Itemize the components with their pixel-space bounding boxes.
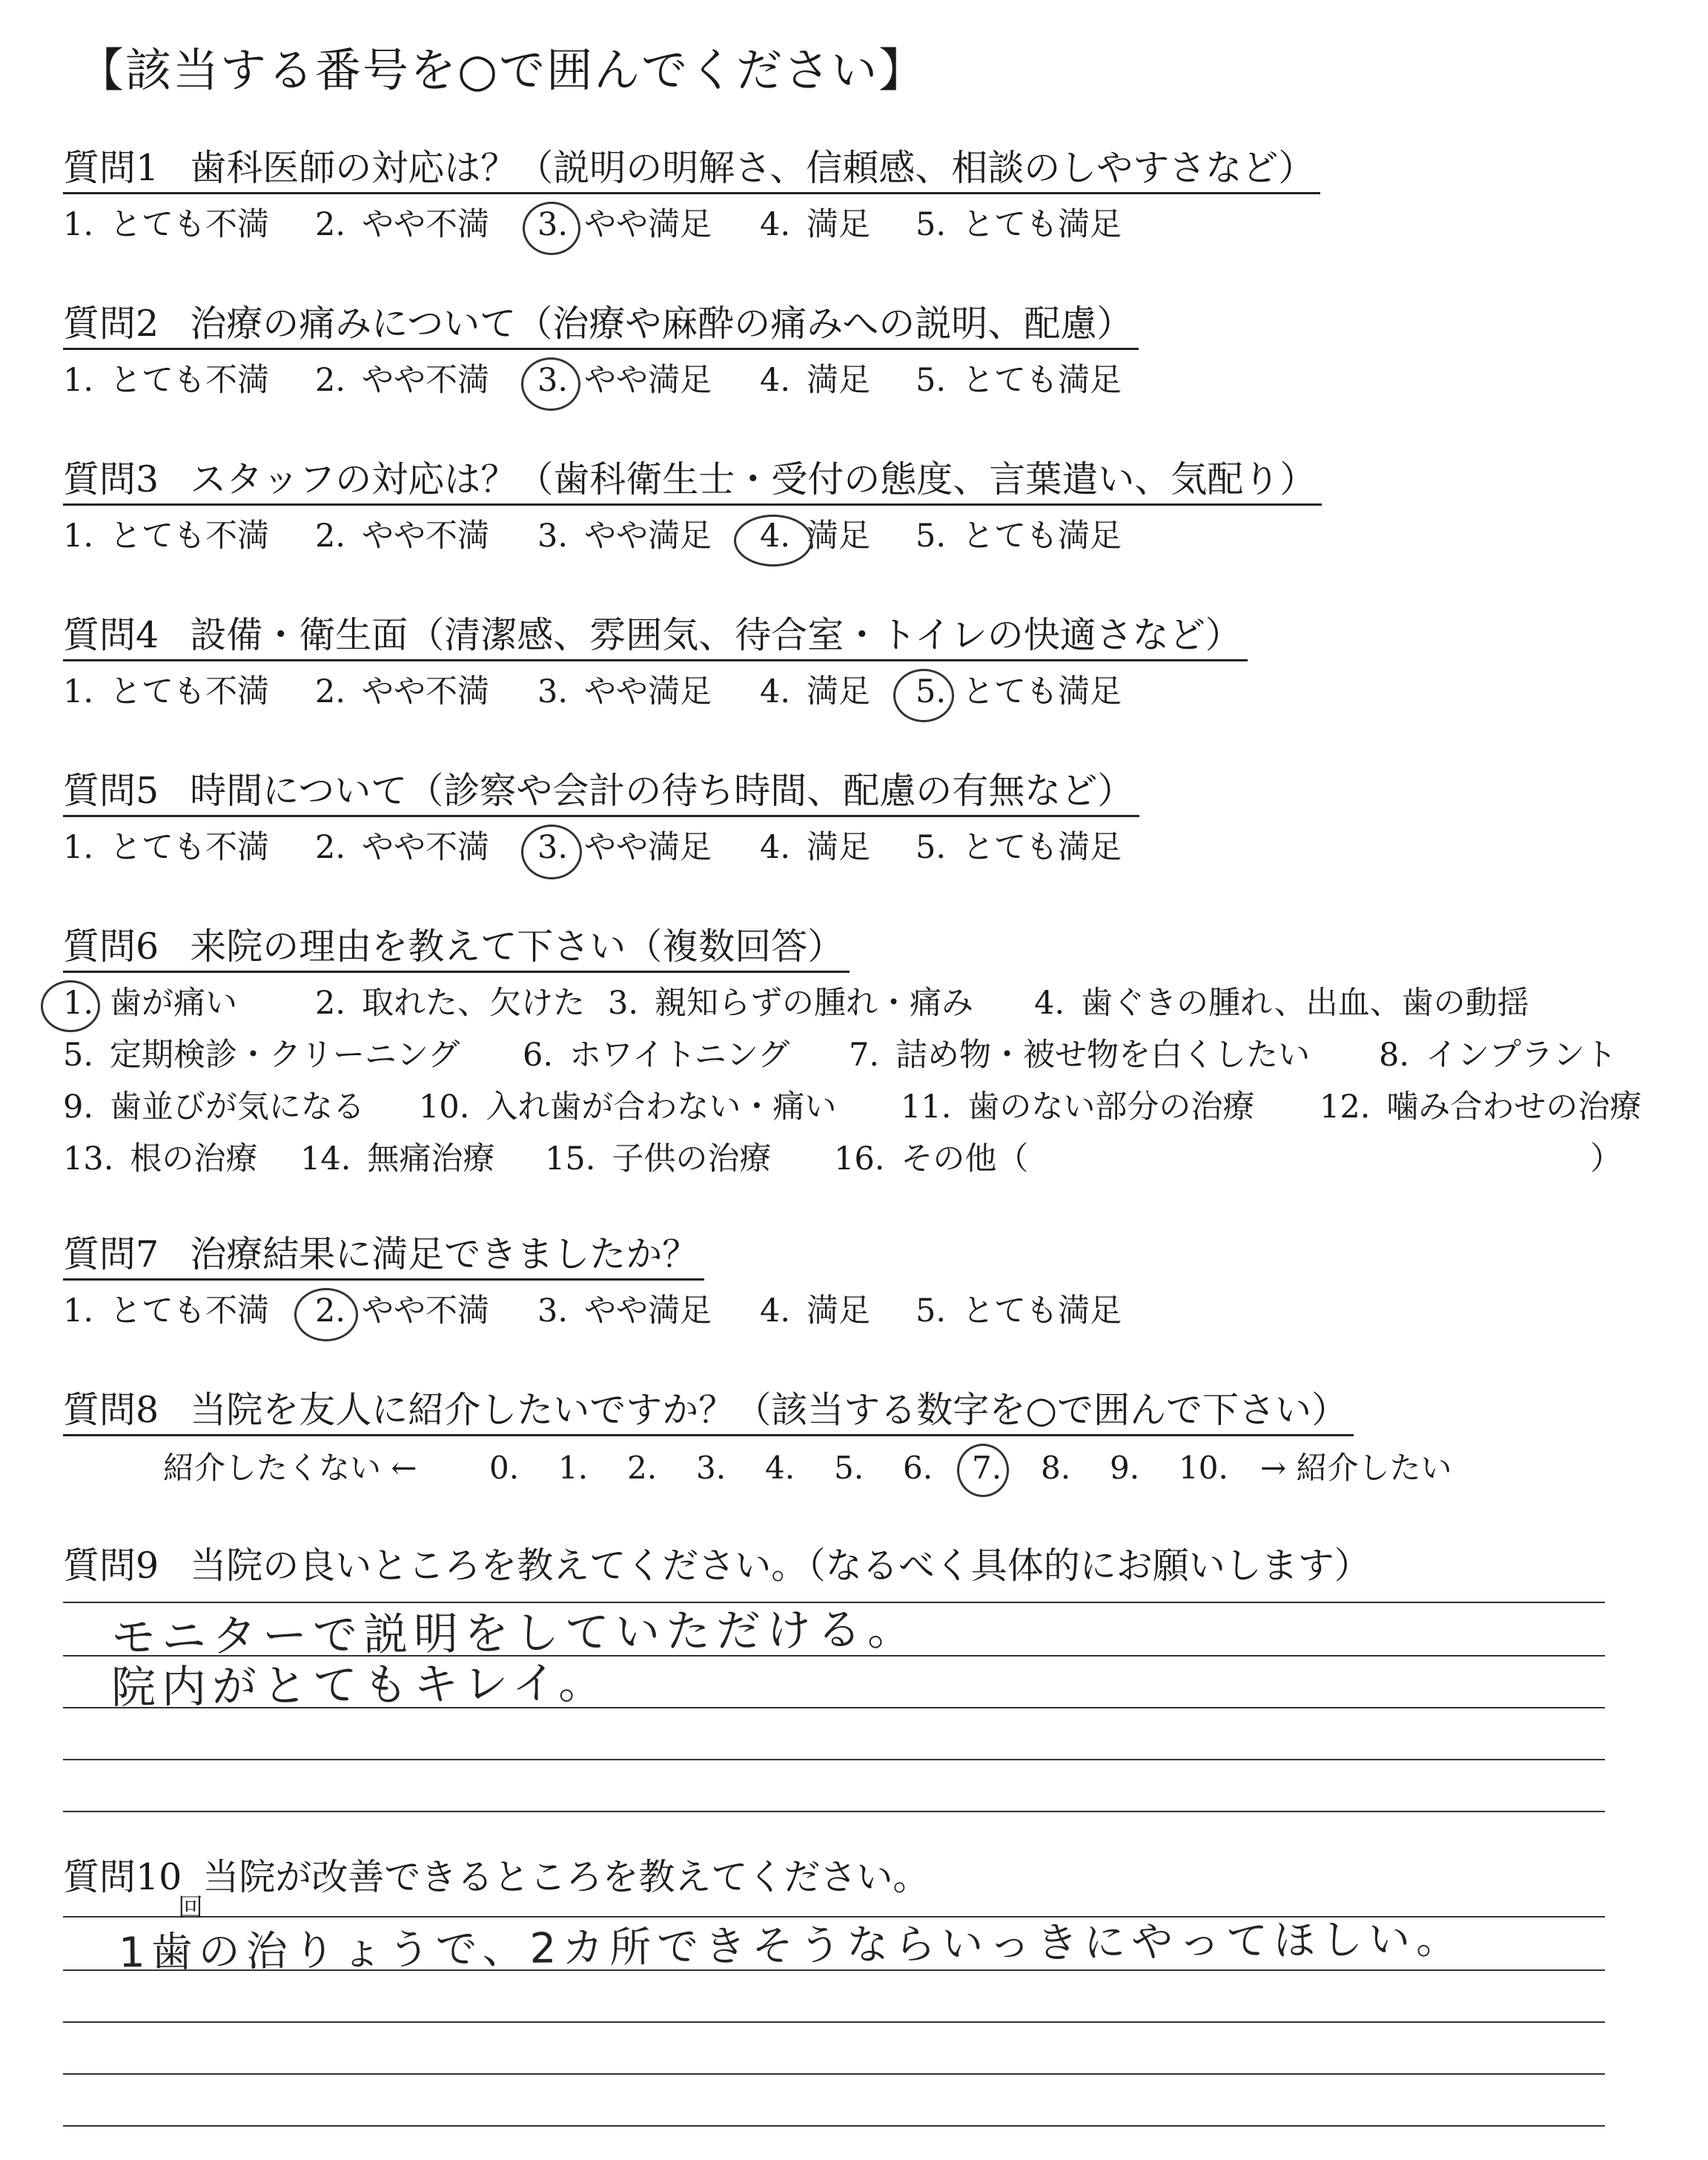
option-4[interactable]: 4. 満足 bbox=[760, 1292, 871, 1330]
question-6 bbox=[63, 923, 1642, 1185]
handwritten-answer: モニターで説明をしていただける。 bbox=[110, 1603, 918, 1664]
option-3[interactable]: 3. やや満足 bbox=[537, 206, 712, 243]
option-3[interactable]: 3. やや満足 bbox=[537, 829, 712, 866]
reason-5[interactable]: 5. 定期検診・クリーニング bbox=[63, 1037, 460, 1074]
scale-9[interactable]: 9. bbox=[1110, 1450, 1140, 1486]
option-4[interactable]: 4. 満足 bbox=[760, 673, 871, 710]
question-number: 質問7 bbox=[63, 1233, 159, 1275]
reason-15[interactable]: 15. 子供の治療 bbox=[545, 1140, 772, 1178]
answer-line bbox=[63, 2125, 1605, 2127]
answer-line bbox=[63, 2073, 1605, 2075]
question-title bbox=[63, 145, 1320, 194]
question-text: 設備・衛生面（清潔感、雰囲気、待合室・トイレの快適さなど） bbox=[190, 614, 1242, 656]
option-2[interactable]: 2. やや不満 bbox=[315, 362, 490, 399]
option-5[interactable]: 5. とても満足 bbox=[916, 206, 1122, 243]
answer-line bbox=[63, 1811, 1605, 1812]
recommend-scale bbox=[63, 1442, 1452, 1494]
reasons-row bbox=[63, 1029, 1618, 1081]
options-row bbox=[63, 1287, 1122, 1335]
option-2[interactable]: 2. やや不満 bbox=[315, 673, 490, 710]
question-4 bbox=[63, 612, 1248, 716]
question-8 bbox=[63, 1387, 1452, 1494]
option-5[interactable]: 5. とても満足 bbox=[916, 829, 1122, 866]
question-title bbox=[63, 767, 1139, 817]
question-3 bbox=[63, 456, 1322, 561]
reason-6[interactable]: 6. ホワイトニング bbox=[523, 1037, 790, 1074]
question-number: 質問9 bbox=[63, 1545, 159, 1587]
option-4[interactable]: 4. 満足 bbox=[760, 518, 871, 555]
answer-line bbox=[63, 2021, 1605, 2023]
reason-16[interactable]: 16. その他（ bbox=[834, 1140, 1029, 1178]
question-text: 当院の良いところを教えてください。（なるべく具体的にお願いします） bbox=[190, 1545, 1371, 1587]
question-text: 時間について（診察や会計の待ち時間、配慮の有無など） bbox=[190, 770, 1134, 812]
reason-13[interactable]: 13. 根の治療 bbox=[63, 1140, 258, 1178]
question-number: 質問3 bbox=[63, 458, 159, 501]
option-1[interactable]: 1. とても不満 bbox=[63, 1292, 270, 1330]
reason-8[interactable]: 8. インプラント bbox=[1379, 1037, 1618, 1074]
option-1[interactable]: 1. とても不満 bbox=[63, 673, 270, 710]
option-4[interactable]: 4. 満足 bbox=[760, 362, 871, 399]
reasons-row bbox=[63, 1081, 1642, 1133]
question-9 bbox=[63, 1542, 1377, 1590]
option-1[interactable]: 1. とても不満 bbox=[63, 829, 270, 866]
page-heading: 【該当する番号を○で囲んでください】 bbox=[78, 43, 927, 97]
question-number: 質問10 bbox=[63, 1856, 182, 1898]
question-text: スタッフの対応は？（歯科衛生士・受付の態度、言葉遣い、気配り） bbox=[190, 458, 1317, 501]
option-1[interactable]: 1. とても不満 bbox=[63, 518, 270, 555]
scale-4[interactable]: 4. bbox=[765, 1450, 795, 1486]
option-1[interactable]: 1. とても不満 bbox=[63, 206, 270, 243]
scale-6[interactable]: 6. bbox=[903, 1450, 933, 1486]
question-text: 当院を友人に紹介したいですか？（該当する数字を○で囲んで下さい） bbox=[190, 1389, 1348, 1431]
question-title bbox=[63, 1231, 704, 1281]
question-text: 治療結果に満足できましたか？ bbox=[190, 1233, 699, 1275]
handwritten-answer: 院内がとてもキレイ。 bbox=[110, 1657, 609, 1714]
reasons-row bbox=[63, 1133, 1622, 1185]
scale-right-label: → 紹介したい bbox=[1260, 1450, 1452, 1486]
scale-5[interactable]: 5. bbox=[834, 1450, 864, 1486]
reasons-list bbox=[63, 977, 1642, 1185]
options-row bbox=[63, 200, 1320, 249]
question-number: 質問4 bbox=[63, 614, 159, 656]
options-row bbox=[63, 667, 1248, 716]
reason-10[interactable]: 10. 入れ歯が合わない・痛い bbox=[419, 1089, 837, 1126]
option-3[interactable]: 3. やや満足 bbox=[537, 673, 712, 710]
question-text: 来院の理由を教えて下さい（複数回答） bbox=[190, 925, 844, 968]
scale-left-label: 紹介したくない ← bbox=[163, 1450, 417, 1486]
reason-4[interactable]: 4. 歯ぐきの腫れ、出血、歯の動揺 bbox=[1034, 985, 1529, 1022]
scale-2[interactable]: 2. bbox=[627, 1450, 658, 1486]
option-3[interactable]: 3. やや満足 bbox=[537, 1292, 712, 1330]
option-2[interactable]: 2. やや不満 bbox=[315, 518, 490, 555]
reason-11[interactable]: 11. 歯のない部分の治療 bbox=[901, 1089, 1255, 1126]
answer-line bbox=[63, 1759, 1605, 1760]
handwritten-answer: 1歯の治りょうで、2カ所できそうならいっきにやってほしい。 bbox=[118, 1915, 1464, 1978]
option-5[interactable]: 5. とても満足 bbox=[916, 362, 1122, 399]
question-title bbox=[63, 456, 1322, 506]
option-2[interactable]: 2. やや不満 bbox=[315, 1292, 490, 1330]
options-row bbox=[63, 356, 1139, 405]
reason-14[interactable]: 14. 無痛治療 bbox=[300, 1140, 495, 1178]
option-5[interactable]: 5. とても満足 bbox=[916, 518, 1122, 555]
question-title bbox=[63, 923, 850, 973]
question-text: 当院が改善できるところを教えてください。 bbox=[202, 1856, 930, 1898]
reasons-row bbox=[63, 977, 1529, 1029]
question-text: 歯科医師の対応は？（説明の明解さ、信頼感、相談のしやすさなど） bbox=[190, 147, 1315, 189]
question-number: 質問2 bbox=[63, 303, 159, 345]
option-3[interactable]: 3. やや満足 bbox=[537, 518, 712, 555]
option-1[interactable]: 1. とても不満 bbox=[63, 362, 270, 399]
question-title bbox=[63, 612, 1248, 661]
question-number: 質問1 bbox=[63, 147, 159, 189]
scale-10[interactable]: 10. bbox=[1179, 1450, 1228, 1486]
question-number: 質問8 bbox=[63, 1389, 159, 1431]
reason-3[interactable]: 3. 親知らずの腫れ・痛み bbox=[608, 985, 974, 1022]
question-5 bbox=[63, 767, 1139, 872]
question-title bbox=[63, 1542, 1377, 1590]
question-text: 治療の痛みについて（治療や麻酔の痛みへの説明、配慮） bbox=[190, 303, 1133, 345]
reason-16-close: ） bbox=[1590, 1140, 1622, 1178]
question-7 bbox=[63, 1231, 1122, 1335]
options-row bbox=[63, 512, 1322, 561]
scale-8[interactable]: 8. bbox=[1041, 1450, 1071, 1486]
option-4[interactable]: 4. 満足 bbox=[760, 829, 871, 866]
option-3[interactable]: 3. やや満足 bbox=[537, 362, 712, 399]
question-number: 質問5 bbox=[63, 770, 159, 812]
question-2 bbox=[63, 300, 1139, 405]
question-1 bbox=[63, 145, 1320, 249]
option-5[interactable]: 5. とても満足 bbox=[916, 673, 1122, 710]
reason-12[interactable]: 12. 噛み合わせの治療 bbox=[1320, 1089, 1642, 1126]
reason-2[interactable]: 2. 取れた、欠けた bbox=[315, 985, 586, 1022]
question-title bbox=[63, 300, 1139, 350]
scale-1[interactable]: 1. bbox=[558, 1450, 589, 1486]
reason-1[interactable]: 1. 歯が痛い bbox=[63, 985, 238, 1022]
reason-9[interactable]: 9. 歯並びが気になる bbox=[63, 1089, 365, 1126]
scale-7[interactable]: 7. bbox=[972, 1450, 1002, 1486]
insertion-mark: 回 bbox=[178, 1893, 203, 1923]
answer-line bbox=[63, 1602, 1605, 1603]
scale-0[interactable]: 0. bbox=[489, 1450, 520, 1486]
scale-3[interactable]: 3. bbox=[696, 1450, 726, 1486]
option-2[interactable]: 2. やや不満 bbox=[315, 829, 490, 866]
question-number: 質問6 bbox=[63, 925, 159, 968]
question-title bbox=[63, 1387, 1354, 1436]
option-4[interactable]: 4. 満足 bbox=[760, 206, 871, 243]
reason-7[interactable]: 7. 詰め物・被せ物を白くしたい bbox=[849, 1037, 1311, 1074]
option-5[interactable]: 5. とても満足 bbox=[916, 1292, 1122, 1330]
option-2[interactable]: 2. やや不満 bbox=[315, 206, 490, 243]
options-row bbox=[63, 823, 1139, 872]
